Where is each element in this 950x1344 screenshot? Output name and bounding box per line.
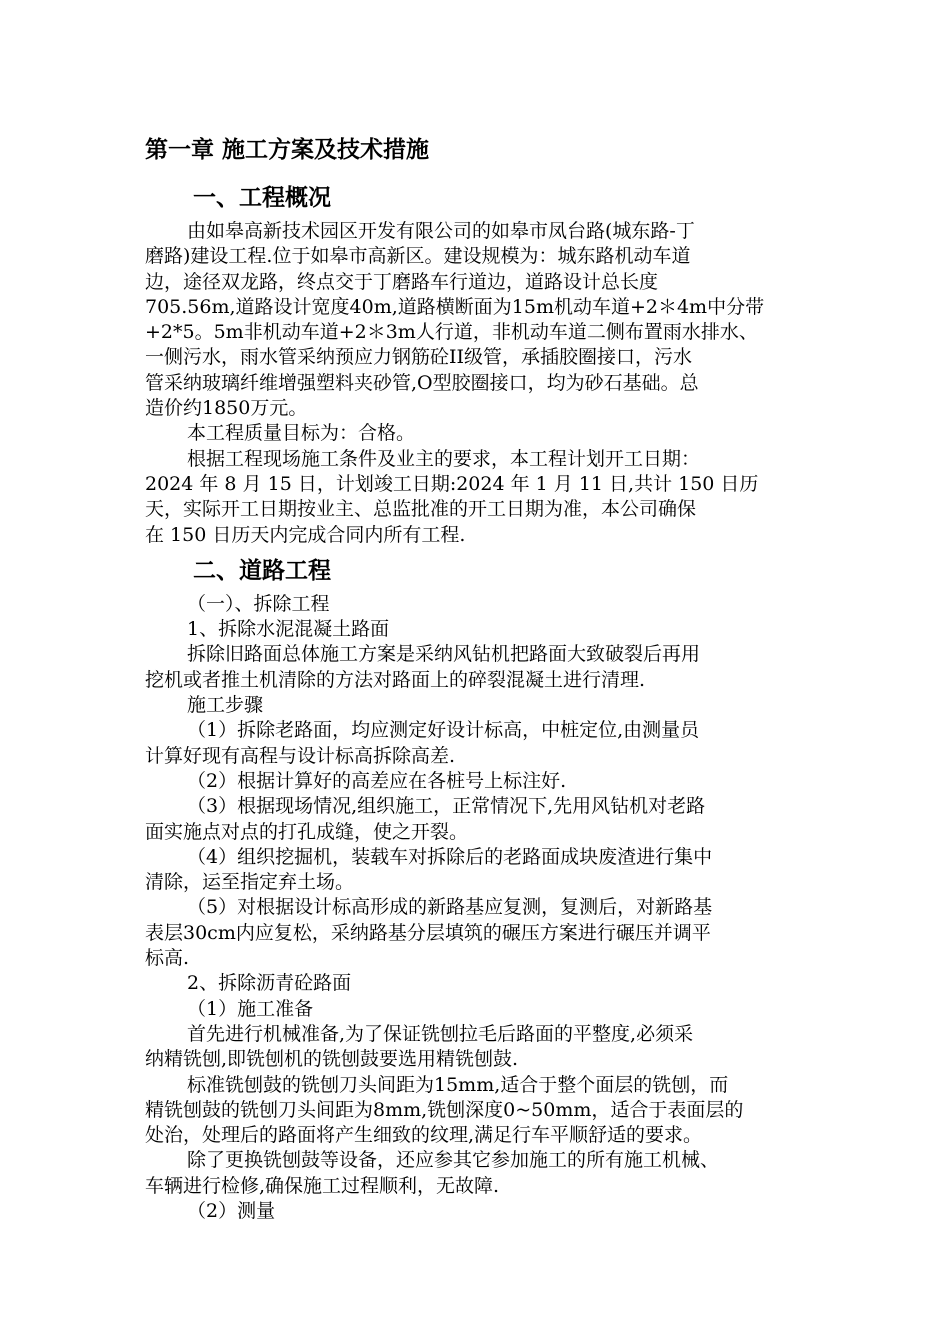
text-line: （1）施工准备 [187, 997, 314, 1020]
text-line: 一侧污水，雨水管采纳预应力钢筋砼II级管，承插胶圈接口，污水 [145, 346, 693, 369]
road-works-body [145, 592, 810, 1224]
text-line: （一）、拆除工程 [187, 592, 330, 615]
text-line: 1、拆除水泥混凝土路面 [187, 618, 390, 641]
text-line: 除了更换铣刨鼓等设备，还应参其它参加施工的所有施工机械、 [187, 1149, 720, 1172]
text-line: 表层30cm内应复松，采纳路基分层填筑的碾压方案进行碾压并调平 [145, 921, 711, 944]
text-line: 管采纳玻璃纤维增强塑料夹砂管,O型胶圈接口，均为砂石基础。总 [145, 371, 699, 394]
text-line: 705.56m,道路设计宽度40m,道路横断面为15m机动车道+2＊4m中分带 [145, 295, 765, 318]
text-line: 处治，处理后的路面将产生细致的纹理,满足行车平顺舒适的要求。 [145, 1124, 703, 1147]
text-line: 纳精铣刨,即铣刨机的铣刨鼓要选用精铣刨鼓. [145, 1048, 519, 1071]
section-heading-road-works: 二、道路工程 [193, 557, 331, 584]
text-line: 磨路)建设工程.位于如皋市高新区。建设规模为：城东路机动车道 [145, 245, 691, 268]
text-line: （1）拆除老路面，均应测定好设计标高，中桩定位,由测量员 [187, 719, 700, 742]
document-body [145, 133, 810, 1224]
text-line: 2024 年 8 月 15 日，计划竣工日期:2024 年 1 月 11 日,共计 150 日历 [145, 472, 759, 495]
text-line: 首先进行机械准备,为了保证铣刨拉毛后路面的平整度,必须采 [187, 1022, 694, 1045]
text-line: 造价约1850万元。 [145, 397, 308, 420]
text-line: 由如皋高新技术园区开发有限公司的如皋市凤台路(城东路-丁 [187, 220, 695, 242]
text-line: （2）根据计算好的高差应在各桩号上标注好. [187, 769, 567, 792]
text-line: 拆除旧路面总体施工方案是采纳风钻机把路面大致破裂后再用 [187, 643, 701, 666]
text-line: 精铣刨鼓的铣刨刀头间距为8mm,铣刨深度0~50mm，适合于表面层的 [145, 1098, 744, 1121]
text-line: 车辆进行检修,确保施工过程顺利，无故障. [145, 1174, 500, 1197]
chapter-title: 第一章 施工方案及技术措施 [145, 137, 430, 163]
quality-target-line: 本工程质量目标为：合格。 [187, 422, 416, 445]
text-line: 清除，运至指定弃土场。 [145, 871, 355, 894]
text-line: （5）对根据设计标高形成的新路基应复测，复测后，对新路基 [187, 896, 713, 919]
text-line: 边，途径双龙路，终点交于丁磨路车行道边，道路设计总长度 [145, 270, 659, 293]
section-heading-overview: 一、工程概况 [193, 185, 331, 211]
text-line: +2*5。5m非机动车道+2＊3m人行道，非机动车道二侧布置雨水排水、 [145, 321, 758, 344]
text-line: 标高. [145, 947, 190, 970]
text-line: 面实施点对点的打孔成缝，使之开裂。 [145, 820, 469, 843]
text-line: （4）组织挖掘机，装载车对拆除后的老路面成块废渣进行集中 [187, 845, 713, 868]
text-line: （3）根据现场情况,组织施工，正常情况下,先用风钻机对老路 [187, 795, 706, 818]
overview-paragraph [145, 219, 810, 548]
text-line: 计算好现有高程与设计标高拆除高差. [145, 744, 456, 767]
text-line: 根据工程现场施工条件及业主的要求，本工程计划开工日期： [187, 447, 701, 470]
text-line: 天，实际开工日期按业主、总监批准的开工日期为准，本公司确保 [145, 498, 697, 521]
text-line: 施工步骤 [187, 694, 264, 717]
text-line: 挖机或者推土机清除的方法对路面上的碎裂混凝土进行清理. [145, 668, 646, 691]
text-line: （2）测量 [187, 1199, 276, 1222]
text-line: 标准铣刨鼓的铣刨刀头间距为15mm,适合于整个面层的铣刨，而 [187, 1073, 729, 1096]
text-line: 2、拆除沥青砼路面 [187, 972, 352, 995]
text-line: 在 150 日历天内完成合同内所有工程. [145, 523, 466, 546]
